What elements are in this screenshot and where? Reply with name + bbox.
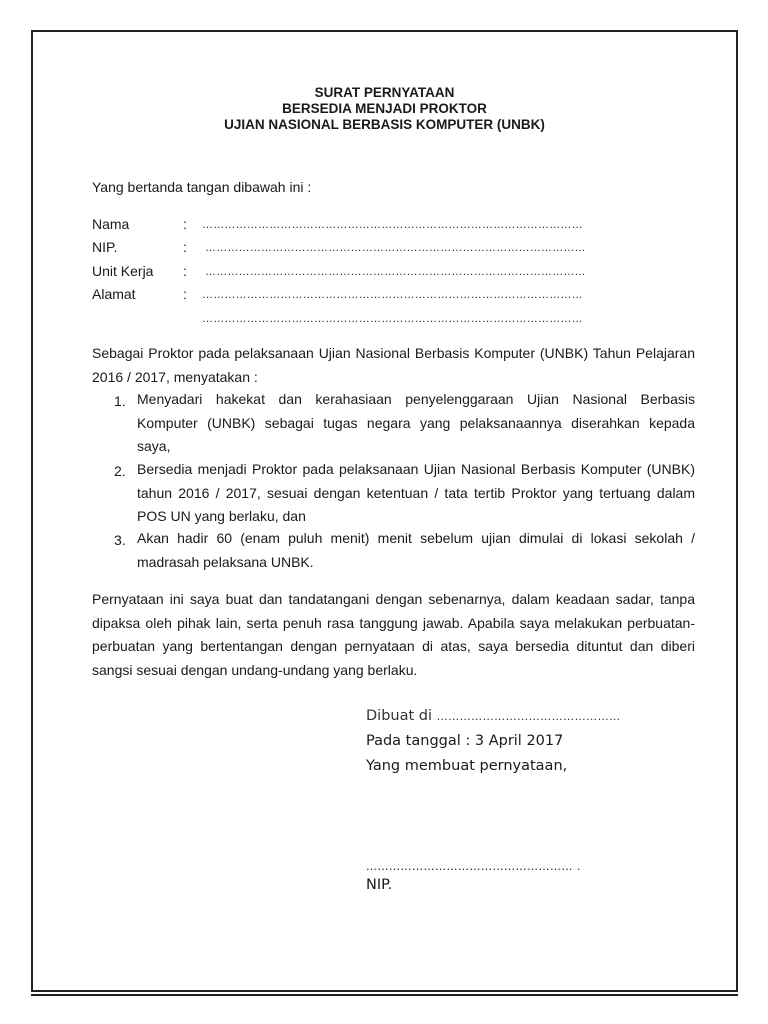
intro-text: Yang bertanda tangan dibawah ini : xyxy=(92,179,312,195)
title-line-2: BERSEDIA MENJADI PROKTOR xyxy=(282,101,487,116)
dibuat-di-label xyxy=(366,708,621,724)
list-item-line: madrasah pelaksana UNBK. xyxy=(137,553,314,570)
field-colon: : xyxy=(183,286,187,302)
field-dots-nama: ………………………………………………………………………………………… xyxy=(202,219,583,231)
field-label-unit-kerja: Unit Kerja xyxy=(92,263,154,279)
signature-nip: NIP. xyxy=(366,877,393,893)
title-line-1: SURAT PERNYATAAN xyxy=(314,85,455,100)
list-item xyxy=(137,388,695,459)
field-label-alamat: Alamat xyxy=(92,286,136,302)
field-label-nip: NIP. xyxy=(92,239,118,255)
field-dots-unit-kerja: ………………………………………………………………………………………… xyxy=(205,266,586,278)
list-item-line: Bersedia menjadi Proktor pada pelaksanaan Ujian Nasional Berbasis Komputer (UNBK) xyxy=(137,461,695,477)
closing-line: sangsi sesuai dengan undang-undang yang berlaku. xyxy=(92,661,418,678)
field-label-nama: Nama xyxy=(92,216,130,232)
list-item xyxy=(137,458,695,529)
item-number: 3. xyxy=(114,532,126,548)
list-item-line: Komputer (UNBK) sebagai tugas negara yang pelaksanaannya diserahkan kepada xyxy=(137,414,695,431)
field-dots-nip: ………………………………………………………………………………………… xyxy=(205,242,586,254)
closing-line: Pernyataan ini saya buat dan tandatangani dengan sebenarnya, dalam keadaan sadar, tanpa xyxy=(92,591,695,607)
document-border-bottom xyxy=(31,994,738,996)
field-colon: : xyxy=(183,239,187,255)
closing-paragraph xyxy=(92,588,695,682)
item-number: 1. xyxy=(114,393,126,409)
closing-line: perbuatan yang bertentangan dengan pernyataan di atas, saya bersedia dituntut dan diberi xyxy=(92,638,695,654)
field-dots-alamat: ………………………………………………………………………………………… xyxy=(202,289,583,301)
dibuat-di-text: Dibuat di xyxy=(366,708,433,724)
maker-line: Yang membuat pernyataan, xyxy=(366,758,568,774)
list-item xyxy=(137,527,695,574)
field-dots-alamat-2: ………………………………………………………………………………………… xyxy=(202,313,583,325)
statement-line: Sebagai Proktor pada pelaksanaan Ujian Nasional Berbasis Komputer (UNBK) Tahun Pelajaran xyxy=(92,345,695,361)
statement-paragraph xyxy=(92,342,695,389)
field-colon: : xyxy=(183,263,187,279)
list-item-line: POS UN yang berlaku, dan xyxy=(137,508,306,524)
dibuat-di-dots: ………………………………………… xyxy=(436,710,621,723)
statement-line: 2016 / 2017, menyatakan : xyxy=(92,368,258,385)
signature-dots: ……………………………………………… . xyxy=(366,860,581,873)
date-line: Pada tanggal : 3 April 2017 xyxy=(366,733,564,749)
list-item-line: Menyadari hakekat dan kerahasiaan penyelenggaraan Ujian Nasional Berbasis xyxy=(137,391,695,407)
list-item-line: tahun 2016 / 2017, sesuai dengan ketentuan / tata tertib Proktor yang tertuang dalam xyxy=(137,484,695,501)
list-item-line: Akan hadir 60 (enam puluh menit) menit sebelum ujian dimulai di lokasi sekolah / xyxy=(137,530,695,546)
item-number: 2. xyxy=(114,463,126,479)
field-colon: : xyxy=(183,216,187,232)
list-item-line: saya, xyxy=(137,438,171,454)
title-line-3: UJIAN NASIONAL BERBASIS KOMPUTER (UNBK) xyxy=(224,117,545,132)
closing-line: dipaksa oleh pihak lain, serta penuh rasa tanggung jawab. Apabila saya melakukan perbuatan- xyxy=(92,614,695,631)
